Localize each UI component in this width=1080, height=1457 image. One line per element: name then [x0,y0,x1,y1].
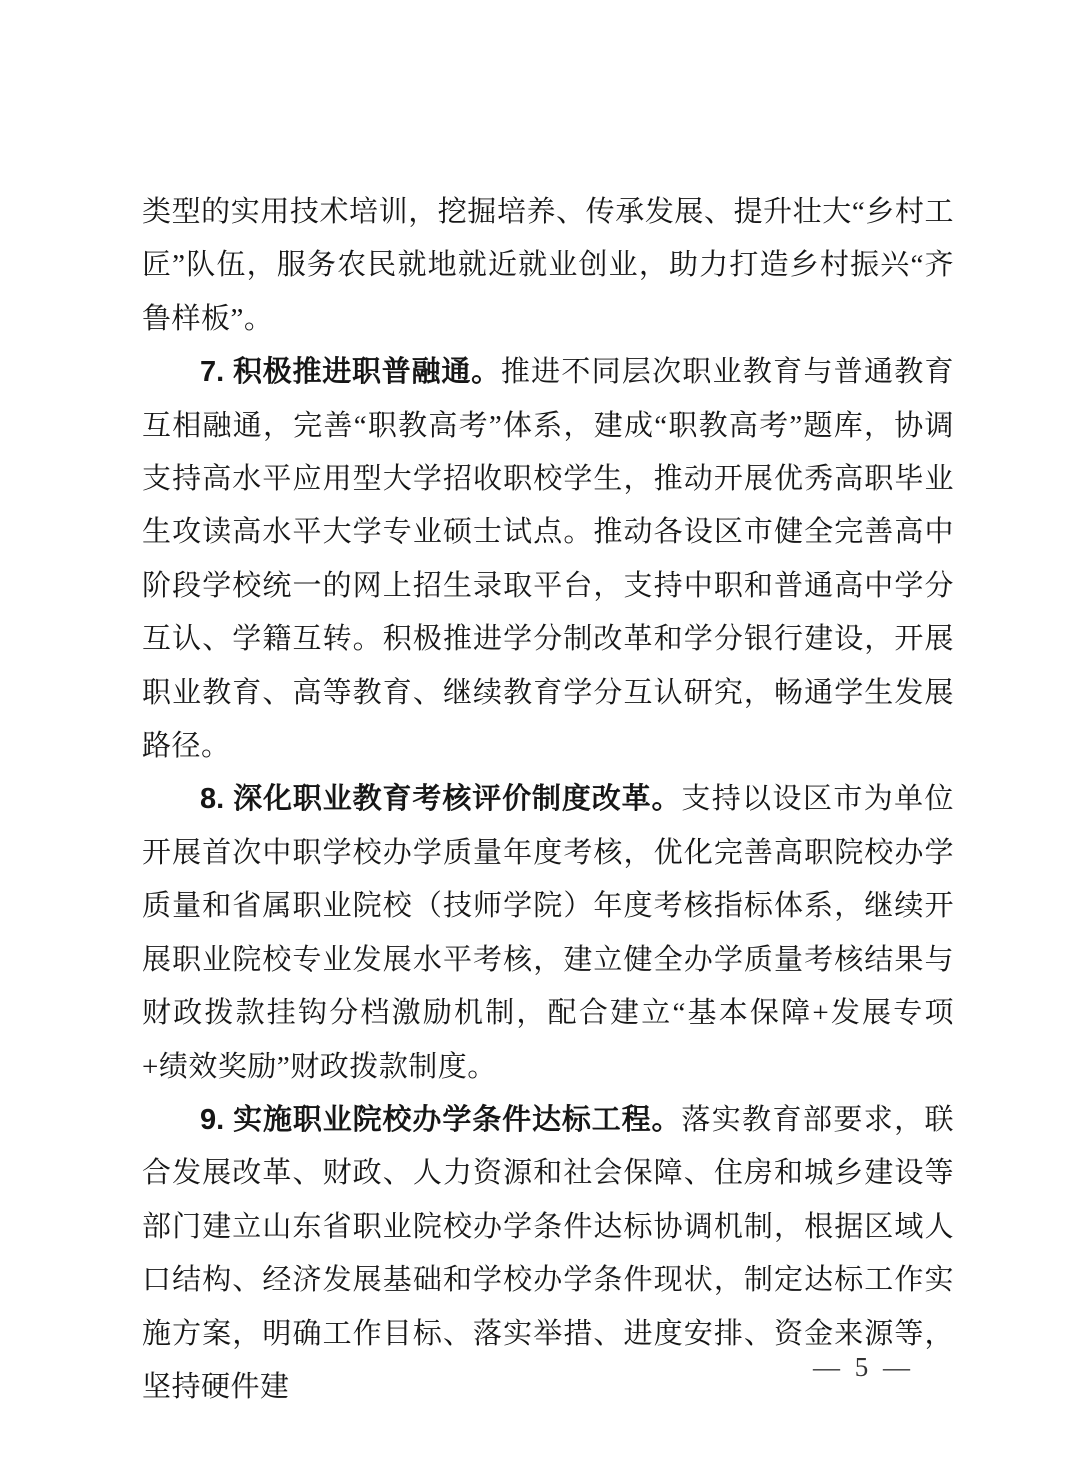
item-7-heading: 7. 积极推进职普融通。 [200,356,501,389]
item-7-text: 推进不同层次职业教育与普通教育互相融通，完善“职教高考”体系，建成“职教高考”题库，协调支持高水平应用型大学招收职校学生，推动开展优秀高职毕业生攻读高水平大学专业硕士试点。推动各设区市健全完善高中阶段学校统一的网上招生录取平台，支持中职和普通高中学分互认、学籍互转。积极推进学分制改革和学分银行建设，开展职业教育、高等教育、继续教育学分互认研究，畅通学生发展路径。 [142,356,954,763]
page-number: — 5 — [813,1352,914,1382]
paragraph-continuation [142,186,954,346]
paragraph-item-8 [142,773,954,1093]
item-9-heading: 9. 实施职业院校办学条件达标工程。 [200,1103,682,1136]
item-8-heading: 8. 深化职业教育考核评价制度改革。 [200,783,682,816]
item-9-text: 落实教育部要求，联合发展改革、财政、人力资源和社会保障、住房和城乡建设等部门建立山东省职业院校办学条件达标协调机制，根据区域人口结构、经济发展基础和学校办学条件现状，制定达标工作实施方案，明确工作目标、落实举措、进度安排、资金来源等，坚持硬件建 [142,1103,954,1403]
paragraph-continuation-text: 类型的实用技术培训，挖掘培养、传承发展、提升壮大“乡村工匠”队伍，服务农民就地就近就业创业，助力打造乡村振兴“齐鲁样板”。 [142,196,954,335]
item-8-text: 支持以设区市为单位开展首次中职学校办学质量年度考核，优化完善高职院校办学质量和省属职业院校（技师学院）年度考核指标体系，继续开展职业院校专业发展水平考核，建立健全办学质量考核结果与财政拨款挂钩分档激励机制，配合建立“基本保障+发展专项+绩效奖励”财政拨款制度。 [142,783,954,1083]
paragraph-item-7 [142,346,954,773]
document-body [142,186,954,1414]
